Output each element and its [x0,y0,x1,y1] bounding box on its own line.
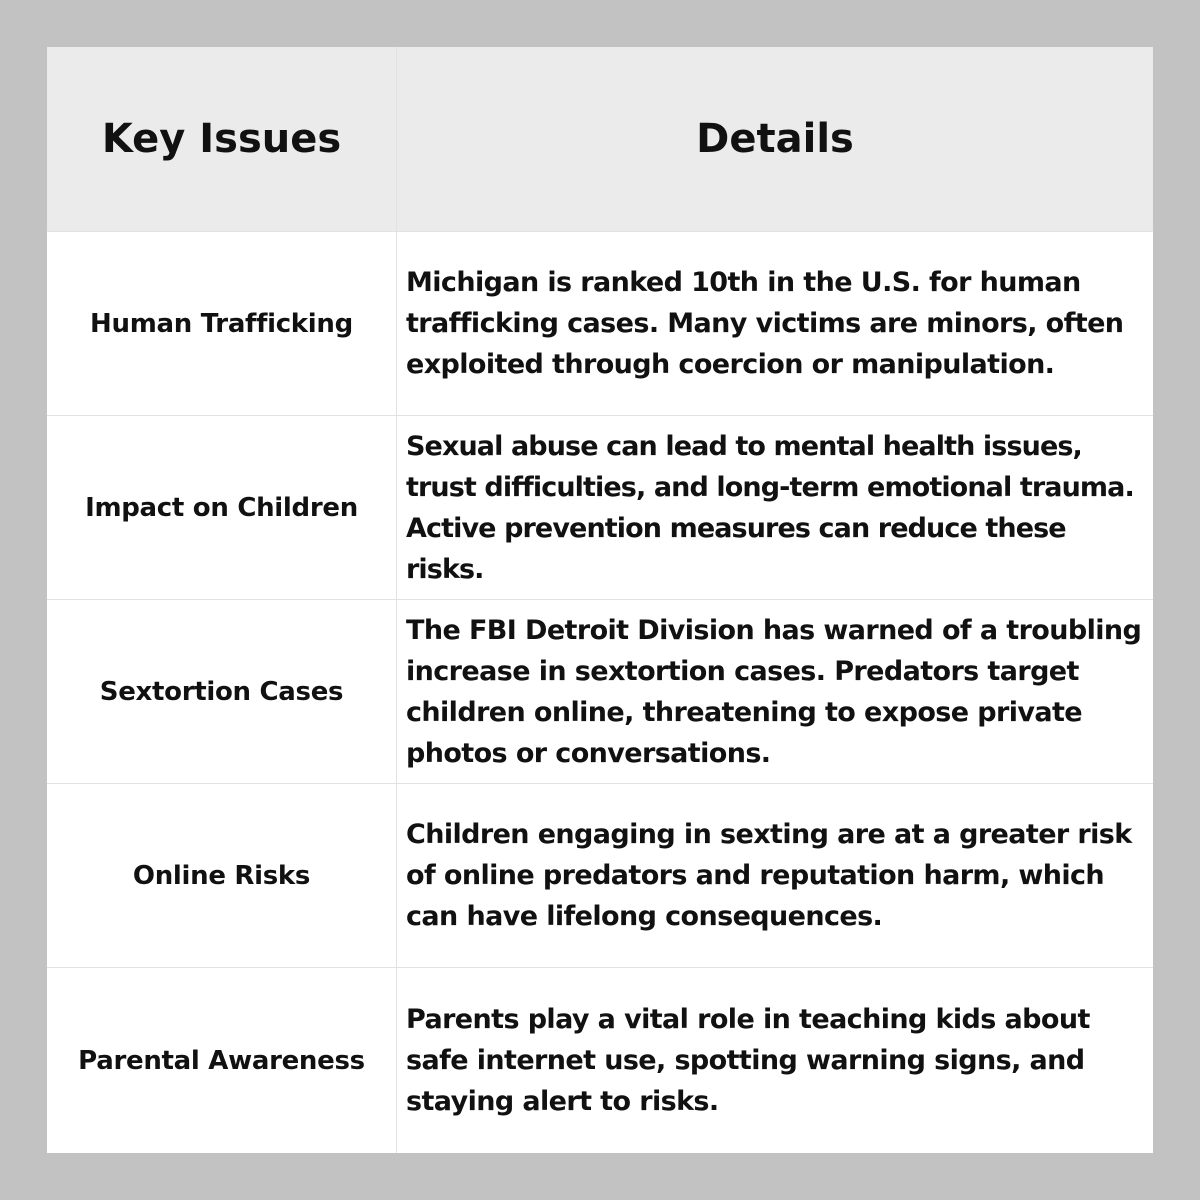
row-3-detail-text: The FBI Detroit Division has warned of a troubling increase in sextortion cases. Predators target children online, threatening to expose private photos or conversations. [406,614,1142,769]
row-3-detail [397,600,1153,784]
row-1-issue: Human Trafficking [47,232,397,416]
header-key-issues: Key Issues [47,47,397,232]
row-1-detail-text: Michigan is ranked 10th in the U.S. for human trafficking cases. Many victims are minors, often exploited through coercion or manipulation. [406,267,1124,380]
row-5-issue: Parental Awareness [47,968,397,1153]
row-2-issue: Impact on Children [47,416,397,600]
row-4-detail [397,784,1153,968]
row-2-detail [397,416,1153,600]
row-4-issue: Online Risks [47,784,397,968]
row-4-detail-text: Children engaging in sexting are at a greater risk of online predators and reputation harm, which can have lifelong consequences. [406,819,1132,932]
row-2-detail-text: Sexual abuse can lead to mental health issues, trust difficulties, and long-term emotional trauma. Active prevention measures can reduce these risks. [406,430,1134,585]
row-5-detail [397,968,1153,1153]
row-1-detail [397,232,1153,416]
issues-table [47,47,1153,1153]
row-3-issue: Sextortion Cases [47,600,397,784]
header-details: Details [397,47,1153,232]
row-5-detail-text: Parents play a vital role in teaching kids about safe internet use, spotting warning signs, and staying alert to risks. [406,1004,1090,1117]
